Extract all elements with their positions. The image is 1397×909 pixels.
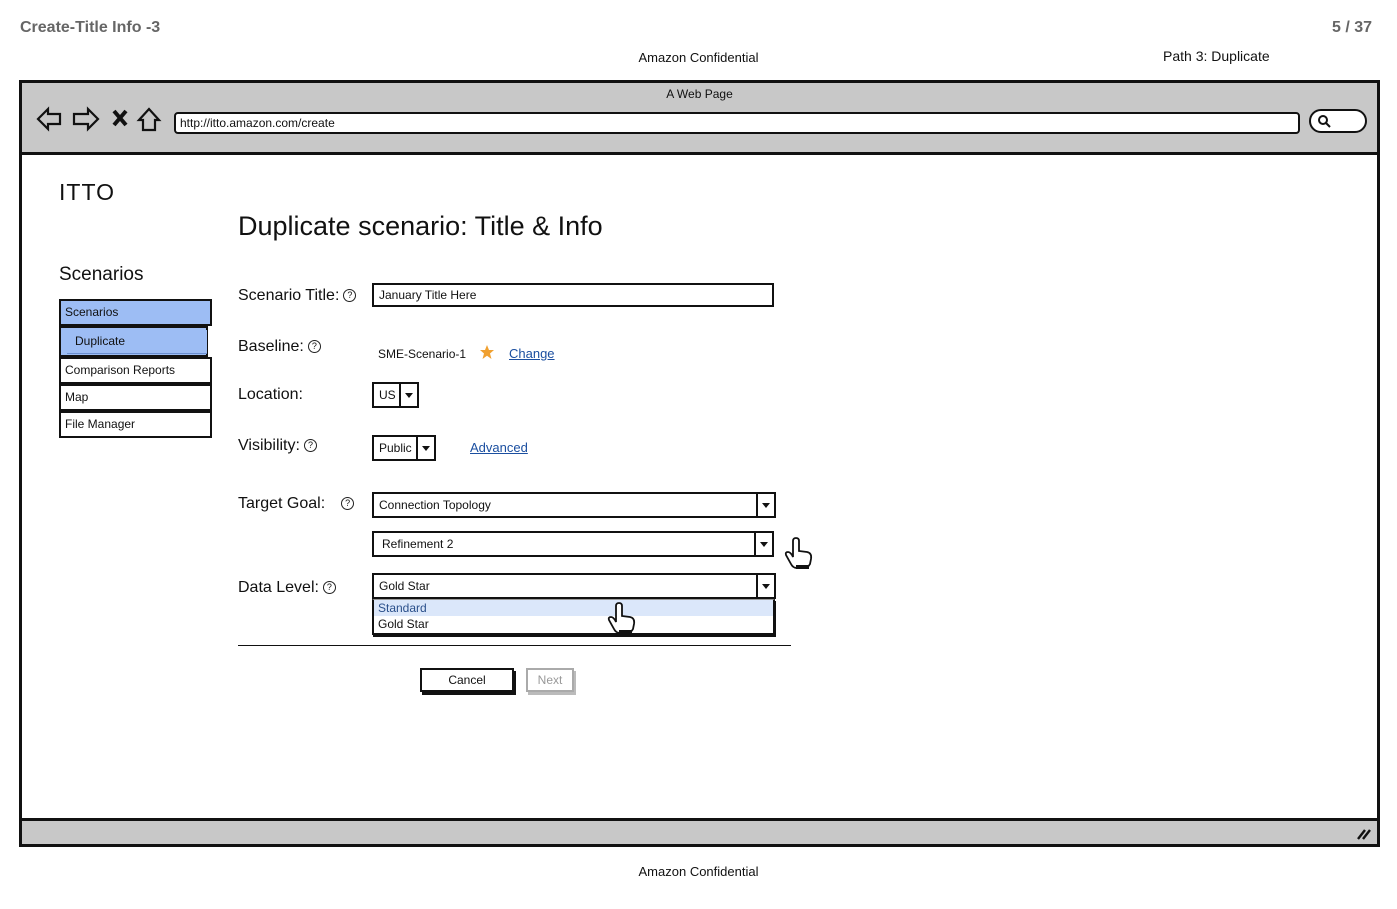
- data-level-select[interactable]: Gold Star: [372, 573, 776, 599]
- search-box[interactable]: [1309, 109, 1367, 133]
- location-select[interactable]: US: [372, 382, 419, 408]
- forward-icon[interactable]: [74, 109, 98, 129]
- nav-icons: [34, 103, 164, 135]
- close-icon[interactable]: [114, 111, 126, 125]
- confidential-footer: Amazon Confidential: [638, 864, 759, 879]
- baseline-label: Baseline: ?: [238, 338, 321, 356]
- star-icon: [479, 344, 495, 360]
- sidebar-item-scenarios[interactable]: Scenarios: [59, 299, 212, 326]
- hand-cursor-icon: [783, 537, 815, 571]
- browser-window: [19, 80, 1380, 847]
- next-button[interactable]: Next: [526, 668, 574, 692]
- advanced-link[interactable]: Advanced: [470, 440, 528, 455]
- target-goal-select[interactable]: Connection Topology: [372, 492, 776, 518]
- confidential-header: Amazon Confidential: [638, 50, 759, 65]
- dropdown-option-gold-star[interactable]: Gold Star: [378, 617, 429, 631]
- browser-statusbar: [22, 818, 1377, 844]
- data-level-dropdown-list: [372, 599, 775, 635]
- search-icon: [1317, 114, 1331, 128]
- app-logo: ITTO: [59, 179, 115, 205]
- browser-toolbar: [22, 83, 1377, 155]
- visibility-select[interactable]: Public: [372, 435, 436, 461]
- target-goal-label: Target Goal: ?: [238, 495, 354, 513]
- divider: [238, 645, 791, 646]
- chevron-down-icon: [756, 575, 774, 597]
- chevron-down-icon: [416, 437, 434, 459]
- scenario-title-label: Scenario Title: ?: [238, 287, 356, 305]
- scenario-title-input[interactable]: January Title Here: [372, 283, 774, 307]
- home-icon[interactable]: [139, 109, 159, 130]
- path-label: Path 3: Duplicate: [1163, 48, 1270, 64]
- sidebar-item-duplicate[interactable]: Duplicate: [67, 330, 207, 354]
- page-title: Duplicate scenario: Title & Info: [238, 211, 603, 241]
- document-title: Create-Title Info -3: [20, 19, 161, 36]
- chevron-down-icon: [756, 494, 774, 516]
- hand-cursor-icon: [606, 602, 638, 636]
- data-level-label: Data Level: ?: [238, 579, 336, 597]
- visibility-label: Visibility: ?: [238, 437, 317, 455]
- cancel-button[interactable]: Cancel: [420, 668, 514, 692]
- window-title: A Web Page: [666, 87, 733, 101]
- sidebar-heading: Scenarios: [59, 264, 144, 285]
- back-icon[interactable]: [38, 109, 60, 129]
- sidebar-item-comparison-reports[interactable]: Comparison Reports: [59, 357, 212, 384]
- dropdown-option-standard[interactable]: Standard: [374, 600, 773, 616]
- refinement-select[interactable]: Refinement 2: [372, 531, 774, 557]
- sidebar-item-file-manager[interactable]: File Manager: [59, 411, 212, 438]
- location-label: Location:: [238, 386, 303, 403]
- help-icon[interactable]: ?: [341, 497, 354, 510]
- chevron-down-icon: [754, 533, 772, 555]
- baseline-value: SME-Scenario-1: [378, 347, 467, 361]
- sidebar-item-duplicate-wrap: [59, 326, 208, 357]
- help-icon[interactable]: ?: [304, 439, 317, 452]
- chevron-down-icon: [399, 384, 417, 406]
- resize-grip-icon[interactable]: [1355, 826, 1371, 840]
- help-icon[interactable]: ?: [343, 289, 356, 302]
- page-number: 5 / 37: [1331, 19, 1372, 36]
- help-icon[interactable]: ?: [308, 340, 321, 353]
- help-icon[interactable]: ?: [323, 581, 336, 594]
- change-link[interactable]: Change: [509, 346, 555, 361]
- sidebar-item-map[interactable]: Map: [59, 384, 212, 411]
- url-bar[interactable]: http://itto.amazon.com/create: [174, 112, 1300, 134]
